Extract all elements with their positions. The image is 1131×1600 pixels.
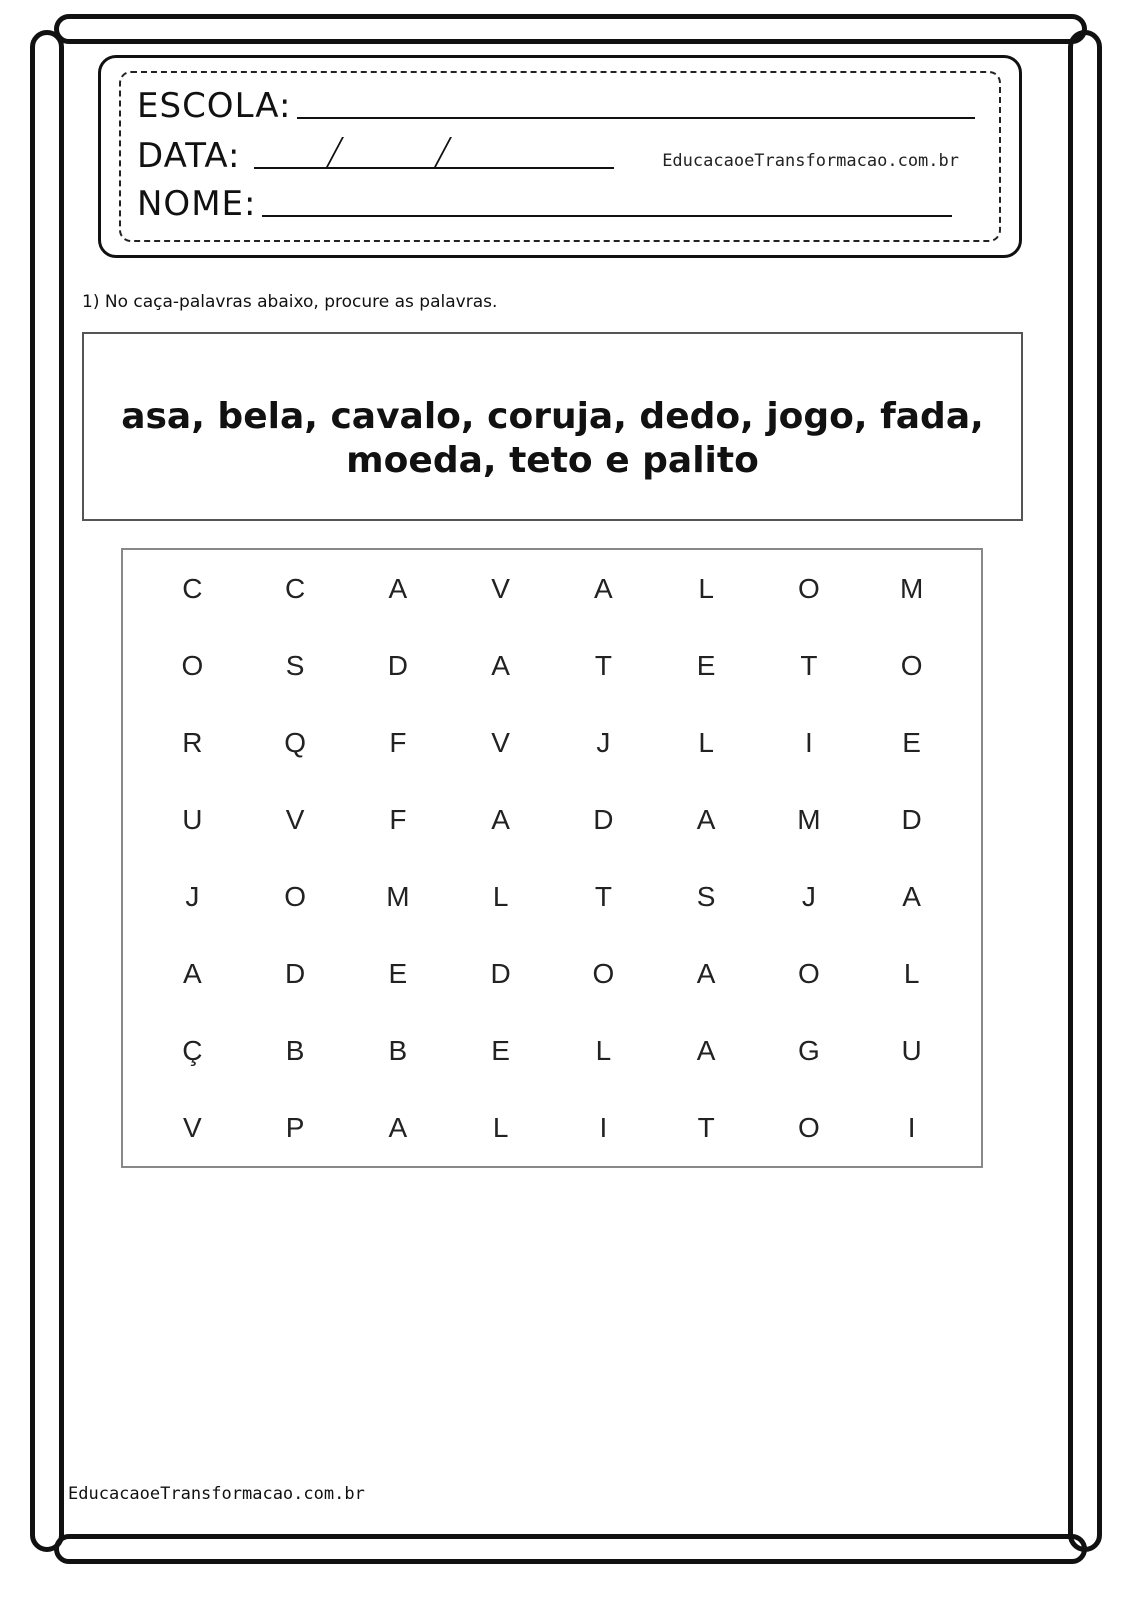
grid-cell[interactable]: L — [698, 726, 714, 758]
grid-cell[interactable]: A — [491, 803, 510, 835]
header-site-watermark: EducacaoeTransformacao.com.br — [662, 151, 959, 171]
grid-cell[interactable]: U — [182, 803, 203, 835]
grid-cell[interactable]: V — [491, 726, 510, 758]
escola-label: ESCOLA: — [137, 86, 292, 126]
grid-cell[interactable]: E — [388, 957, 408, 989]
grid-cell[interactable]: D — [593, 803, 614, 835]
grid-cell[interactable]: C — [285, 572, 306, 604]
grid-cell[interactable]: F — [389, 726, 407, 758]
grid-cell[interactable]: O — [284, 880, 307, 912]
frame-bottom-border — [54, 1534, 1087, 1564]
grid-cell[interactable]: T — [594, 880, 612, 912]
grid-cell[interactable]: M — [386, 880, 410, 912]
grid-cell[interactable]: E — [491, 1034, 510, 1066]
grid-cell[interactable]: A — [696, 803, 716, 835]
grid-cell[interactable]: L — [492, 880, 509, 912]
grid-cell[interactable]: T — [594, 649, 612, 681]
data-field[interactable] — [254, 167, 614, 169]
grid-cell[interactable]: O — [900, 649, 923, 681]
escola-row — [137, 86, 975, 126]
grid-cell[interactable]: J — [596, 726, 611, 758]
grid-cell[interactable]: I — [804, 726, 813, 758]
grid-cell[interactable]: O — [797, 572, 820, 604]
grid-cell[interactable]: A — [696, 957, 716, 989]
word-list: asa, bela, cavalo, coruja, dedo, jogo, fada, moeda, teto e palito — [121, 395, 984, 481]
grid-cell[interactable]: A — [902, 880, 921, 912]
grid-cell[interactable]: A — [491, 649, 510, 681]
nome-field[interactable] — [262, 215, 952, 217]
frame-left-border — [30, 30, 64, 1552]
grid-cell[interactable]: D — [490, 957, 511, 989]
frame-right-border — [1068, 30, 1102, 1552]
grid-cell[interactable]: C — [182, 572, 203, 604]
grid-cell[interactable]: Ç — [182, 1034, 203, 1066]
footer-site-watermark: EducacaoeTransformacao.com.br — [68, 1484, 369, 1504]
grid-cell[interactable]: S — [285, 649, 305, 681]
grid-cell[interactable]: I — [907, 1111, 916, 1143]
grid-cell[interactable]: I — [599, 1111, 608, 1143]
grid-cell[interactable]: L — [903, 957, 920, 989]
grid-cell[interactable]: T — [697, 1111, 715, 1143]
grid-cell[interactable]: V — [491, 572, 510, 604]
grid-cell[interactable]: F — [389, 803, 407, 835]
escola-field[interactable] — [297, 117, 975, 119]
grid-cell[interactable]: A — [388, 572, 408, 604]
grid-cell[interactable]: V — [183, 1111, 202, 1143]
grid-cell[interactable]: O — [181, 649, 204, 681]
grid-cell[interactable]: E — [902, 726, 921, 758]
data-label: DATA: — [137, 136, 241, 176]
grid-cell[interactable]: D — [901, 803, 922, 835]
grid-cell[interactable]: R — [182, 726, 203, 758]
grid-cell[interactable]: M — [899, 572, 924, 604]
grid-cell[interactable]: S — [696, 880, 716, 912]
grid-cell[interactable]: A — [594, 572, 613, 604]
grid-cell[interactable]: A — [388, 1111, 408, 1143]
grid-cell[interactable]: D — [387, 649, 408, 681]
grid-cell[interactable]: E — [696, 649, 716, 681]
grid-cell[interactable]: P — [285, 1111, 305, 1143]
frame-top-border — [54, 14, 1087, 44]
grid-cell[interactable]: A — [696, 1034, 716, 1066]
grid-cell[interactable]: U — [901, 1034, 922, 1066]
header-dashed-border — [119, 71, 1001, 242]
grid-cell[interactable]: B — [388, 1034, 408, 1066]
grid-cell[interactable]: M — [797, 803, 821, 835]
grid-cell[interactable]: L — [698, 572, 714, 604]
data-row — [137, 136, 614, 176]
grid-cell[interactable]: L — [492, 1111, 509, 1143]
question-text: 1) No caça-palavras abaixo, procure as palavras. — [82, 292, 498, 312]
date-separator-slash — [434, 137, 452, 167]
grid-cell[interactable]: L — [595, 1034, 612, 1066]
nome-label: NOME: — [137, 184, 257, 224]
date-separator-slash — [326, 137, 344, 167]
grid-cell[interactable]: G — [797, 1034, 820, 1066]
grid-cell[interactable]: Q — [284, 726, 307, 758]
grid-cell[interactable]: O — [797, 1111, 820, 1143]
grid-cell[interactable]: V — [285, 803, 305, 835]
word-search-grid — [121, 548, 983, 1168]
nome-row — [137, 184, 952, 224]
grid-cell[interactable]: B — [285, 1034, 305, 1066]
grid-cell[interactable]: T — [800, 649, 818, 681]
grid-cell[interactable]: A — [183, 957, 202, 989]
header-box — [98, 55, 1022, 258]
grid-cell[interactable]: J — [185, 880, 200, 912]
grid-cell[interactable]: J — [801, 880, 816, 912]
grid-cell[interactable]: O — [797, 957, 820, 989]
grid-cell[interactable]: D — [285, 957, 306, 989]
word-list-box — [82, 332, 1023, 521]
grid-cell[interactable]: O — [592, 957, 615, 989]
